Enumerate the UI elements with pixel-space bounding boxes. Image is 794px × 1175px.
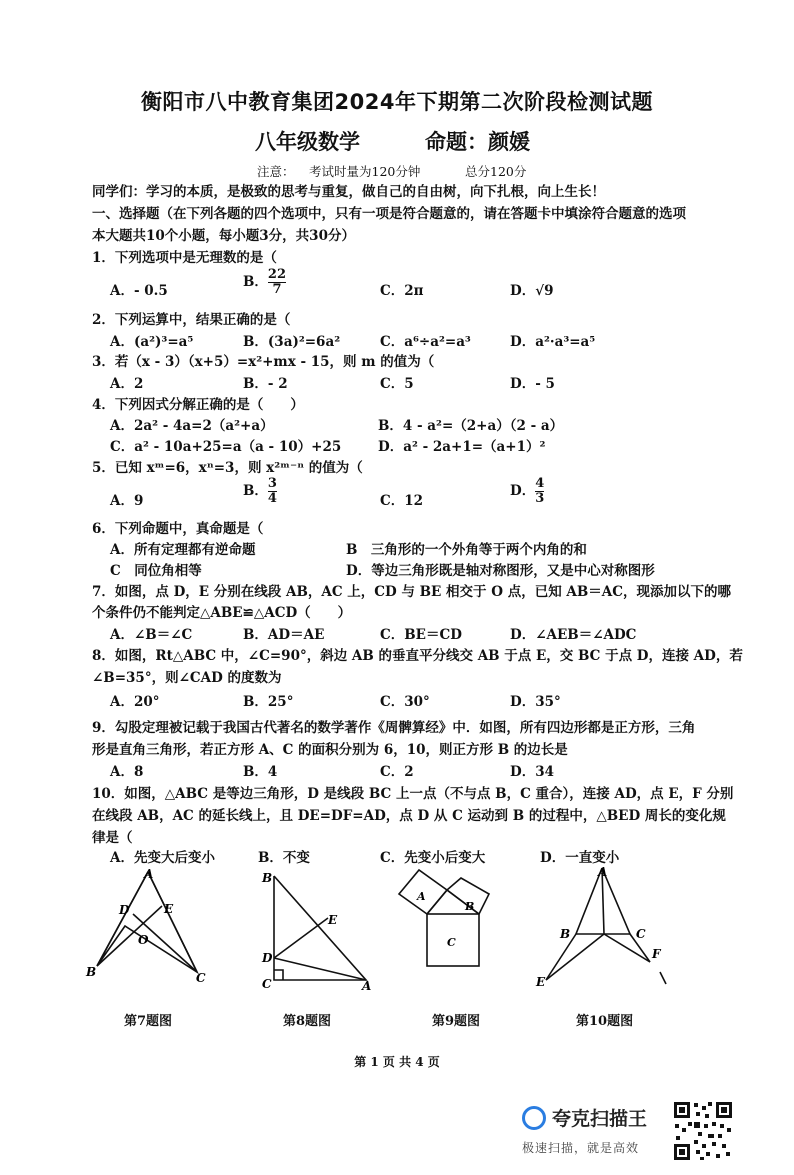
question-7: 7．如图，点 D，E 分别在线段 AB，AC 上，CD 与 BE 相交于 O 点，已知 AB＝AC，现添加以下的哪 xyxy=(92,584,732,600)
question-7-cont: 个条件仍不能判定△ABE≌△ACD（ ） xyxy=(92,605,352,621)
q3-option-a: A．2 xyxy=(110,376,144,392)
figure-7-caption: 第7题图 xyxy=(124,1014,173,1029)
q6-option-a: A．所有定理都有逆命题 xyxy=(110,542,256,558)
q6-option-d: D．等边三角形既是轴对称图形，又是中心对称图形 xyxy=(346,563,655,579)
q8-option-d: D．35° xyxy=(510,694,561,710)
fig8-label-a: A xyxy=(362,979,372,993)
q3-option-b: B．- 2 xyxy=(243,376,288,392)
subject-label: 八年级数学 xyxy=(255,130,360,154)
q2-option-b: B．(3a)²=6a² xyxy=(243,334,341,350)
note-score: 总分120分 xyxy=(465,164,527,179)
question-6: 6．下列命题中，真命题是（ xyxy=(92,521,264,537)
q4-option-c: C．a² - 10a+25=a（a - 10）+25 xyxy=(110,439,342,455)
question-8: 8．如图，Rt△ABC 中，∠C=90°，斜边 AB 的垂直平分线交 AB 于点 E，交 BC 于点 D，连接 AD，若 xyxy=(92,648,743,664)
fig8-label-e: E xyxy=(328,913,338,927)
fig7-label-o: O xyxy=(138,933,149,947)
q1-option-d: D．√9 xyxy=(510,283,554,299)
question-2: 2．下列运算中，结果正确的是（ xyxy=(92,312,291,328)
question-1: 1．下列选项中是无理数的是（ xyxy=(92,250,277,266)
q4-option-b: B．4 - a²=（2+a）（2 - a） xyxy=(378,418,564,434)
figure-9 xyxy=(395,866,505,991)
question-8-cont: ∠B=35°，则∠CAD 的度数为 xyxy=(92,670,282,686)
q8-option-c: C．30° xyxy=(380,694,430,710)
q6-option-c: C 同位角相等 xyxy=(110,563,202,579)
note-label: 注意： xyxy=(257,164,295,179)
q4-option-d: D．a² - 2a+1=（a+1）² xyxy=(378,439,546,455)
question-10-cont: 在线段 AB，AC 的延长线上，且 DE=DF=AD，点 D 从 C 运动到 B 的过程中，△BED 周长的变化规 xyxy=(92,808,726,824)
fig7-label-a: A xyxy=(144,867,154,881)
fig10-label-b: B xyxy=(560,927,571,941)
figure-10-caption: 第10题图 xyxy=(576,1014,634,1029)
section-heading: 一、选择题（在下列各题的四个选项中，只有一项是符合题意的，请在答题卡中填涂符合题意的选项 xyxy=(92,206,686,222)
q1-option-a: A．- 0.5 xyxy=(110,283,168,299)
watermark-slogan: 极速扫描，就是高效 xyxy=(522,1141,640,1155)
q9-option-d: D．34 xyxy=(510,764,554,780)
q5-option-a: A．9 xyxy=(110,493,144,509)
q5-d-numerator: 4 xyxy=(535,476,545,491)
q7-option-c: C．BE＝CD xyxy=(380,627,462,643)
fig10-label-a: A xyxy=(598,865,608,879)
q9-option-b: B．4 xyxy=(243,764,278,780)
fig7-label-c: C xyxy=(196,971,206,985)
watermark-name: 夸克扫描王 xyxy=(552,1108,648,1130)
author-label: 命题：颜媛 xyxy=(425,130,530,154)
exam-title: 衡阳市八中教育集团2024年下期第二次阶段检测试题 xyxy=(141,90,653,114)
question-9: 9．勾股定理被记载于我国古代著名的数学著作《周髀算经》中．如图，所有四边形都是正方形，三角 xyxy=(92,720,696,736)
q10-option-b: B．不变 xyxy=(258,850,310,866)
q5-option-d: D． $\frac{4}{3}$ xyxy=(510,476,545,506)
question-10: 10．如图，△ABC 是等边三角形，D 是线段 BC 上一点（不与点 B，C 重合），连接 AD，点 E，F 分别 xyxy=(92,786,734,802)
q5-b-denominator: 4 xyxy=(267,491,277,506)
fig8-label-b: B xyxy=(262,871,273,885)
intro-text: 同学们：学习的本质，是极致的思考与重复，做自己的自由树，向下扎根，向上生长！ xyxy=(92,184,605,200)
q1-option-b: B． $\frac{22}{7}$ xyxy=(243,267,287,297)
note-time: 考试时量为120分钟 xyxy=(309,164,421,179)
fig9-label-b: B xyxy=(465,900,475,913)
q5-b-numerator: 3 xyxy=(267,476,277,491)
fig10-label-c: C xyxy=(636,927,646,941)
q5-option-c: C．12 xyxy=(380,493,424,509)
figure-8-caption: 第8题图 xyxy=(283,1014,332,1029)
fig8-label-c: C xyxy=(262,977,272,991)
q5-d-denominator: 3 xyxy=(535,491,545,506)
question-5: 5．已知 xᵐ=6，xⁿ=3，则 x²ᵐ⁻ⁿ 的值为（ xyxy=(92,460,363,476)
scanner-logo-icon xyxy=(522,1106,546,1130)
qr-code-icon xyxy=(672,1100,734,1162)
question-4: 4．下列因式分解正确的是（ ） xyxy=(92,397,304,413)
fig10-label-e: E xyxy=(536,975,546,989)
q7-option-a: A．∠B＝∠C xyxy=(110,627,193,643)
q5-option-b: B． $\frac{3}{4}$ xyxy=(243,476,277,506)
q1-option-c: C．2π xyxy=(380,283,424,299)
q10-option-d: D．一直变小 xyxy=(540,850,620,866)
q2-option-c: C．a⁶÷a²=a³ xyxy=(380,334,471,350)
question-10-cont2: 律是（ xyxy=(92,830,133,846)
q10-option-c: C．先变小后变大 xyxy=(380,850,486,866)
fig8-label-d: D xyxy=(262,951,273,965)
section-heading-cont: 本大题共10个小题，每小题3分，共30分） xyxy=(92,228,355,244)
fig7-label-b: B xyxy=(86,965,97,979)
q9-option-a: A．8 xyxy=(110,764,144,780)
q7-option-d: D．∠AEB＝∠ADC xyxy=(510,627,637,643)
q8-option-a: A．20° xyxy=(110,694,160,710)
q1-b-numerator: 22 xyxy=(267,267,287,282)
q10-option-a: A．先变大后变小 xyxy=(110,850,215,866)
figure-9-caption: 第9题图 xyxy=(432,1014,481,1029)
page-footer: 第 1 页 共 4 页 xyxy=(354,1055,440,1069)
q3-option-d: D．- 5 xyxy=(510,376,555,392)
fig9-label-a: A xyxy=(417,890,426,903)
question-3: 3．若（x - 3）（x+5）=x²+mx - 15，则 m 的值为（ xyxy=(92,354,435,370)
fig10-label-f: F xyxy=(652,947,661,961)
q8-option-b: B．25° xyxy=(243,694,294,710)
q4-option-a: A．2a² - 4a=2（a²+a） xyxy=(110,418,274,434)
q3-option-c: C．5 xyxy=(380,376,414,392)
fig7-label-e: E xyxy=(164,902,174,916)
q1-b-denominator: 7 xyxy=(272,282,282,297)
fig9-label-c: C xyxy=(447,936,456,949)
fig7-label-d: D xyxy=(119,903,130,917)
figure-10 xyxy=(532,862,672,997)
q2-option-a: A．(a²)³=a⁵ xyxy=(110,334,194,350)
figure-8 xyxy=(258,866,380,996)
q2-option-d: D．a²·a³=a⁵ xyxy=(510,334,596,350)
figure-7 xyxy=(80,866,215,991)
question-9-cont: 形是直角三角形，若正方形 A、C 的面积分别为 6，10，则正方形 B 的边长是 xyxy=(92,742,568,758)
q7-option-b: B．AD＝AE xyxy=(243,627,325,643)
q9-option-c: C．2 xyxy=(380,764,414,780)
q6-option-b: B 三角形的一个外角等于两个内角的和 xyxy=(346,542,587,558)
